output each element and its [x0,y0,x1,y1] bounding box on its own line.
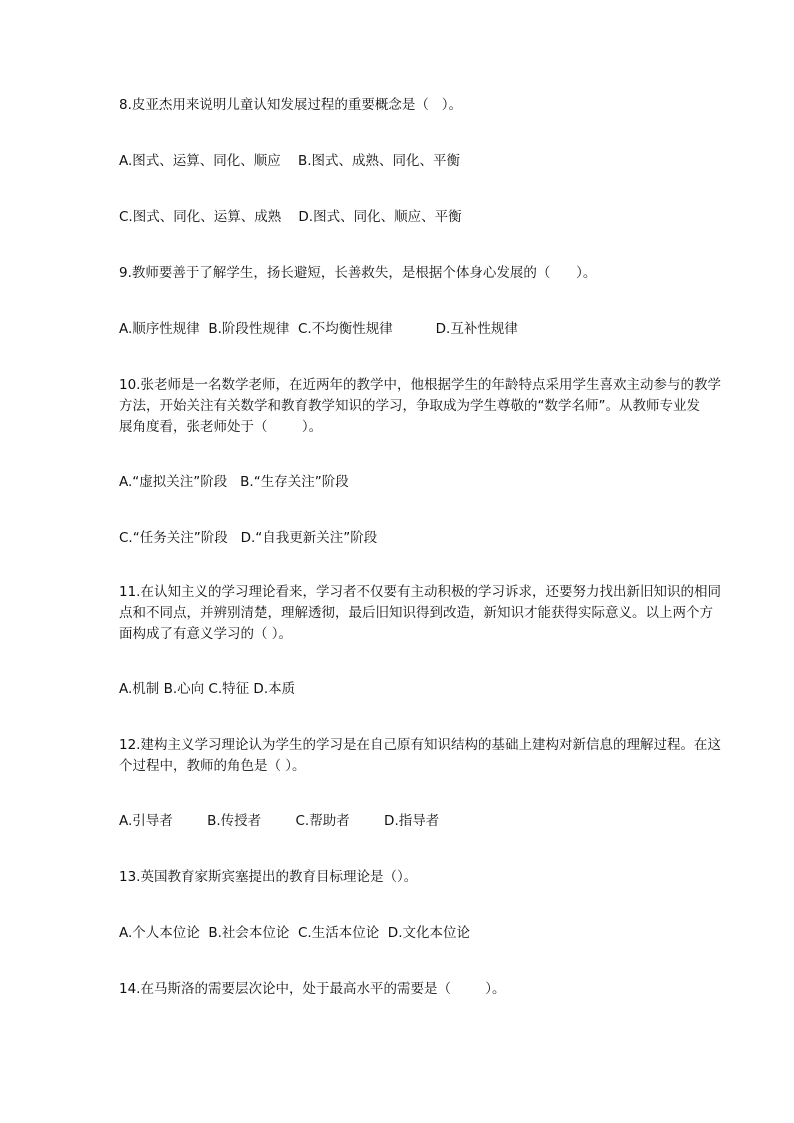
question-11-stem-line-3: 面构成了有意义学习的（ ）。 [119,626,293,642]
question-9-option-row-1: A.顺序性规律 B.阶段性规律 C.不均衡性规律 D.互补性规律 [119,321,518,337]
question-8-option-row-1: A.图式、运算、同化、顺应 B.图式、成熟、同化、平衡 [119,153,461,169]
question-12-stem-line-1: 12.建构主义学习理论认为学生的学习是在自己原有知识结构的基础上建构对新信息的理解过程。在这 [119,737,721,753]
question-10-stem-line-1: 10.张老师是一名数学老师，在近两年的教学中，他根据学生的年龄特点采用学生喜欢主动参与的教学 [119,377,721,393]
question-12-stem-line-2: 个过程中，教师的角色是（ ）。 [119,758,306,774]
question-10-stem [119,375,759,438]
question-12-stem [119,735,759,777]
question-13-stem: 13.英国教育家斯宾塞提出的教育目标理论是（）。 [119,869,418,885]
question-10-option-row-2: C.“任务关注”阶段 D.“自我更新关注”阶段 [119,530,378,546]
question-12-option-row-1: A.引导者 B.传授者 C.帮助者 D.指导者 [119,813,440,829]
question-8-option-row-2: C.图式、同化、运算、成熟 D.图式、同化、顺应、平衡 [119,209,462,225]
question-10-stem-line-2: 方法，开始关注有关数学和教育教学知识的学习，争取成为学生尊敬的“数学名师”。从教师专业发 [119,398,700,414]
question-10-stem-line-3: 展角度看，张老师处于（ ）。 [119,419,323,435]
question-8-stem: 8.皮亚杰用来说明儿童认知发展过程的重要概念是（ ）。 [119,97,463,113]
question-11-option-row-1: A.机制 B.心向 C.特征 D.本质 [119,681,296,697]
question-13-option-row-1: A.个人本位论 B.社会本位论 C.生活本位论 D.文化本位论 [119,925,470,941]
question-9-stem: 9.教师要善于了解学生，扬长避短，长善救失，是根据个体身心发展的（ ）。 [119,265,597,281]
question-10-option-row-1: A.“虚拟关注”阶段 B.“生存关注”阶段 [119,474,349,490]
question-11-stem [119,582,759,645]
question-14-stem: 14.在马斯洛的需要层次论中，处于最高水平的需要是（ ）。 [119,981,506,997]
question-11-stem-line-2: 点和不同点，并辨别清楚，理解透彻，最后旧知识得到改造，新知识才能获得实际意义。以上两个方 [119,605,713,621]
question-11-stem-line-1: 11.在认知主义的学习理论看来，学习者不仅要有主动积极的学习诉求，还要努力找出新旧知识的相同 [119,584,721,600]
